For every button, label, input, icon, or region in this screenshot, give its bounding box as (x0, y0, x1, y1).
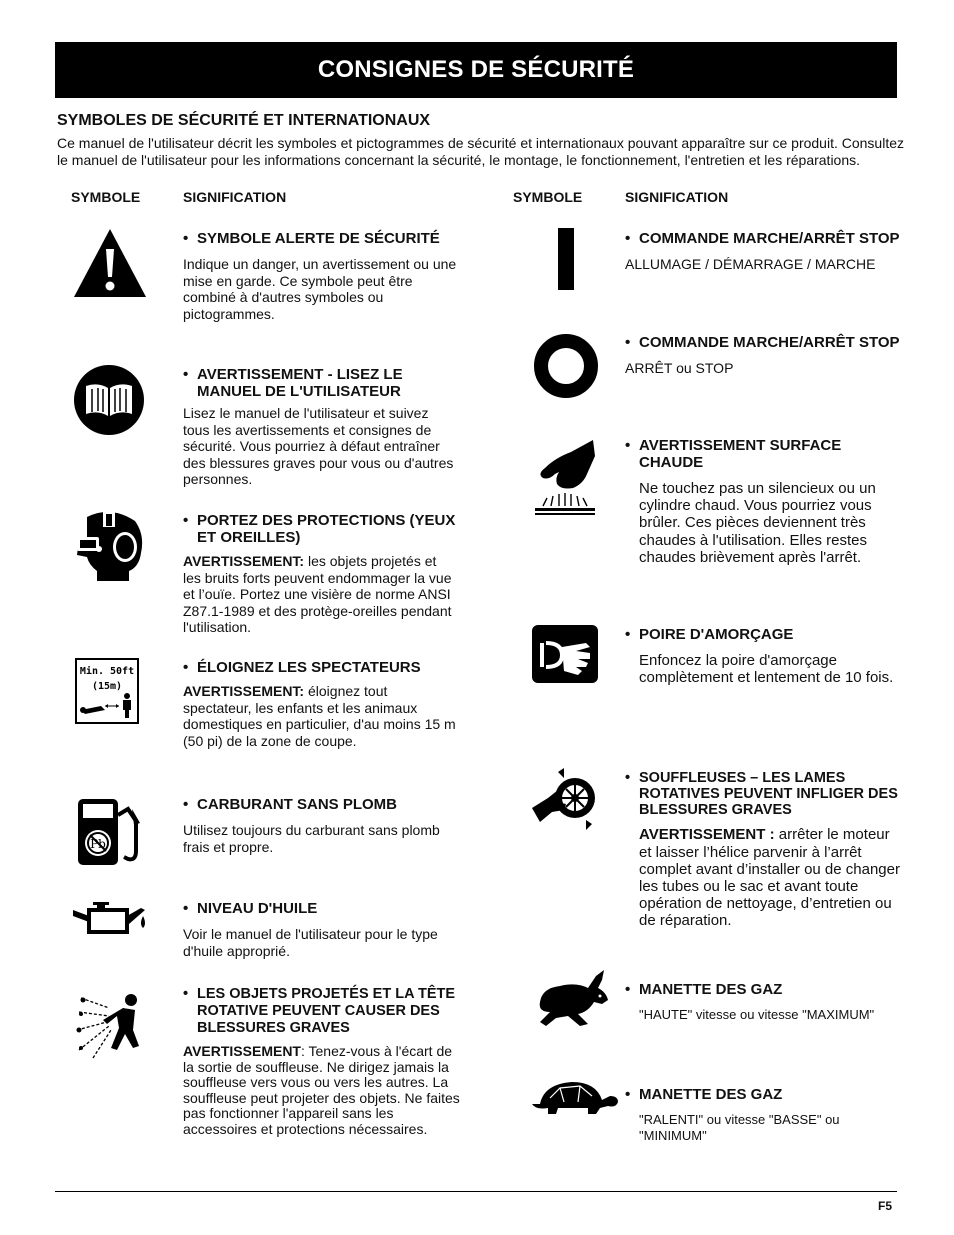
entry-description: ARRÊT ou STOP (625, 360, 734, 376)
entry-description: "HAUTE" vitesse ou vitesse "MAXIMUM" (639, 1007, 875, 1022)
entry-description (183, 683, 458, 749)
bystander-distance-metric-text: (15m) (91, 681, 123, 692)
warning-text: les objets projetés et les bruits forts peuvent endommager la vue et l’ouïe. Portez une visière de norme ANSI Z87.1-1989 et des protège-oreilles pendant l'utilisation. (183, 553, 452, 635)
off-switch-icon (533, 333, 599, 399)
footer-rule (55, 1191, 897, 1192)
warning-text: arrêter le moteur et laisser l’hélice parvenir à l’arrêt complet avant d’installer ou de changer les tubes ou le sac et avant toute opération de nettoyage, d’entretien ou de réparation. (639, 826, 900, 930)
bystander-distance-text: Min. 50ft (79, 666, 135, 677)
entry-description: Utilisez toujours du carburant sans plomb frais et propre. (183, 822, 440, 855)
entry-title: • POIRE D'AMORÇAGE (625, 626, 900, 643)
warning-text: éloignez tout spectateur, les enfants et les animaux domestiques en particulier, d'au moins 15 m (50 pi) de la zone de coupe. (183, 683, 456, 749)
column-header-symbol-left: SYMBOLE (71, 189, 141, 205)
page-banner (55, 42, 897, 98)
entry-oil-level (183, 900, 458, 959)
entry-description (183, 553, 458, 636)
entry-title: • LES OBJETS PROJETÉS ET LA TÊTE ROTATIVE PEUVENT CAUSER DES BLESSURES GRAVES (183, 986, 463, 1037)
warning-label: AVERTISSEMENT: (183, 683, 305, 699)
entry-throttle-fast (625, 981, 900, 1023)
column-header-meaning-left: SIGNIFICATION (183, 189, 287, 205)
entry-title: • AVERTISSEMENT SURFACE CHAUDE (625, 437, 900, 471)
entry-title: • COMMANDE MARCHE/ARRÊT STOP (625, 334, 900, 351)
entry-title: • COMMANDE MARCHE/ARRÊT STOP (625, 230, 900, 247)
entry-title: • MANETTE DES GAZ (625, 981, 900, 998)
entry-title: • SOUFFLEUSES – LES LAMES ROTATIVES PEUVENT INFLIGER DES BLESSURES GRAVES (625, 771, 900, 818)
page-title: CONSIGNES DE SÉCURITÉ (317, 56, 635, 83)
warning-label: AVERTISSEMENT: (183, 553, 305, 569)
rotating-blades-icon (530, 768, 600, 830)
entry-throttle-slow (625, 1086, 900, 1144)
entry-description: Voir le manuel de l'utilisateur pour le type d'huile approprié. (183, 926, 438, 959)
section-title: SYMBOLES DE SÉCURITÉ ET INTERNATIONAUX (57, 112, 431, 129)
entry-description (183, 1044, 463, 1137)
entry-description (625, 826, 900, 929)
eye-ear-protection-icon (73, 509, 147, 583)
on-switch-icon (556, 228, 576, 290)
entry-description: Enfoncez la poire d'amorçage complètement et lentement de 10 fois. (639, 652, 894, 687)
entry-off-switch (625, 334, 900, 377)
entry-description: ALLUMAGE / DÉMARRAGE / MARCHE (625, 256, 876, 272)
entry-title: • NIVEAU D'HUILE (183, 900, 458, 917)
entry-primer-bulb (625, 626, 900, 686)
keep-bystanders-away-icon (75, 658, 139, 724)
column-header-symbol-right: SYMBOLE (513, 189, 583, 205)
entry-description: Indique un danger, un avertissement ou une mise en garde. Ce symbole peut être combiné à d'autres symboles ou pictogrammes. (183, 256, 457, 322)
page-number: F5 (878, 1199, 893, 1213)
read-manual-icon (72, 364, 146, 436)
entry-eye-ear-protection (183, 512, 458, 636)
entry-title: • SYMBOLE ALERTE DE SÉCURITÉ (183, 230, 458, 247)
entry-title: • ÉLOIGNEZ LES SPECTATEURS (183, 659, 458, 676)
thrown-objects-icon (73, 990, 147, 1062)
entry-title: • MANETTE DES GAZ (625, 1086, 900, 1103)
entry-on-switch (625, 230, 900, 273)
entry-thrown-objects (183, 986, 463, 1137)
entry-safety-alert (183, 230, 458, 322)
entry-read-manual (183, 366, 458, 488)
hot-surface-icon (533, 438, 597, 516)
entry-unleaded-fuel (183, 796, 458, 855)
unleaded-fuel-icon (76, 795, 144, 869)
warning-text: : Tenez-vous à l'écart de la sortie de souffleuse. Ne dirigez jamais la souffleuse vers vous ou vers les autres. La souffleuse peut projeter des objets. Ne faites pas fonctionner l'appareil sans les accessoires et protections nécessaires. (183, 1043, 460, 1137)
entry-title: • CARBURANT SANS PLOMB (183, 796, 458, 813)
entry-title: • AVERTISSEMENT - LISEZ LE MANUEL DE L'UTILISATEUR (183, 366, 458, 400)
throttle-fast-rabbit-icon (532, 968, 612, 1030)
entry-hot-surface (625, 437, 900, 566)
entry-description: Ne touchez pas un silencieux ou un cylindre chaud. Vous pourriez vous brûler. Ces pièces deviennent très chaudes à l'utilisation. Elles restes chaudes brièvement après l'arrêt. (639, 480, 876, 566)
entry-rotating-blades (625, 771, 900, 930)
column-header-meaning-right: SIGNIFICATION (625, 189, 729, 205)
entry-keep-bystanders-away (183, 659, 458, 749)
oil-level-icon (71, 900, 149, 934)
section-intro: Ce manuel de l'utilisateur décrit les symboles et pictogrammes de sécurité et internationaux pouvant apparaître sur ce produit. Consultez le manuel de l'utilisateur pour les informations concernant la sécurité, le montage, le fonctionnement, l'entretien et les réparations. (57, 135, 904, 168)
entry-description: Lisez le manuel de l'utilisateur et suivez tous les avertissements et consignes de sécurité. Vous pourriez à défaut entraîner des blessures graves pour vous ou d'autres personnes. (183, 405, 454, 487)
warning-label: AVERTISSEMENT : (639, 826, 775, 844)
primer-bulb-icon (532, 625, 598, 683)
warning-label: AVERTISSEMENT (183, 1043, 301, 1059)
entry-title: • PORTEZ DES PROTECTIONS (YEUX ET OREILLES) (183, 512, 458, 546)
lead-symbol-text: Pb (90, 837, 106, 851)
entry-description: "RALENTI" ou vitesse "BASSE" ou "MINIMUM" (639, 1112, 840, 1143)
throttle-slow-turtle-icon (530, 1078, 620, 1114)
safety-alert-triangle-icon (72, 227, 148, 299)
